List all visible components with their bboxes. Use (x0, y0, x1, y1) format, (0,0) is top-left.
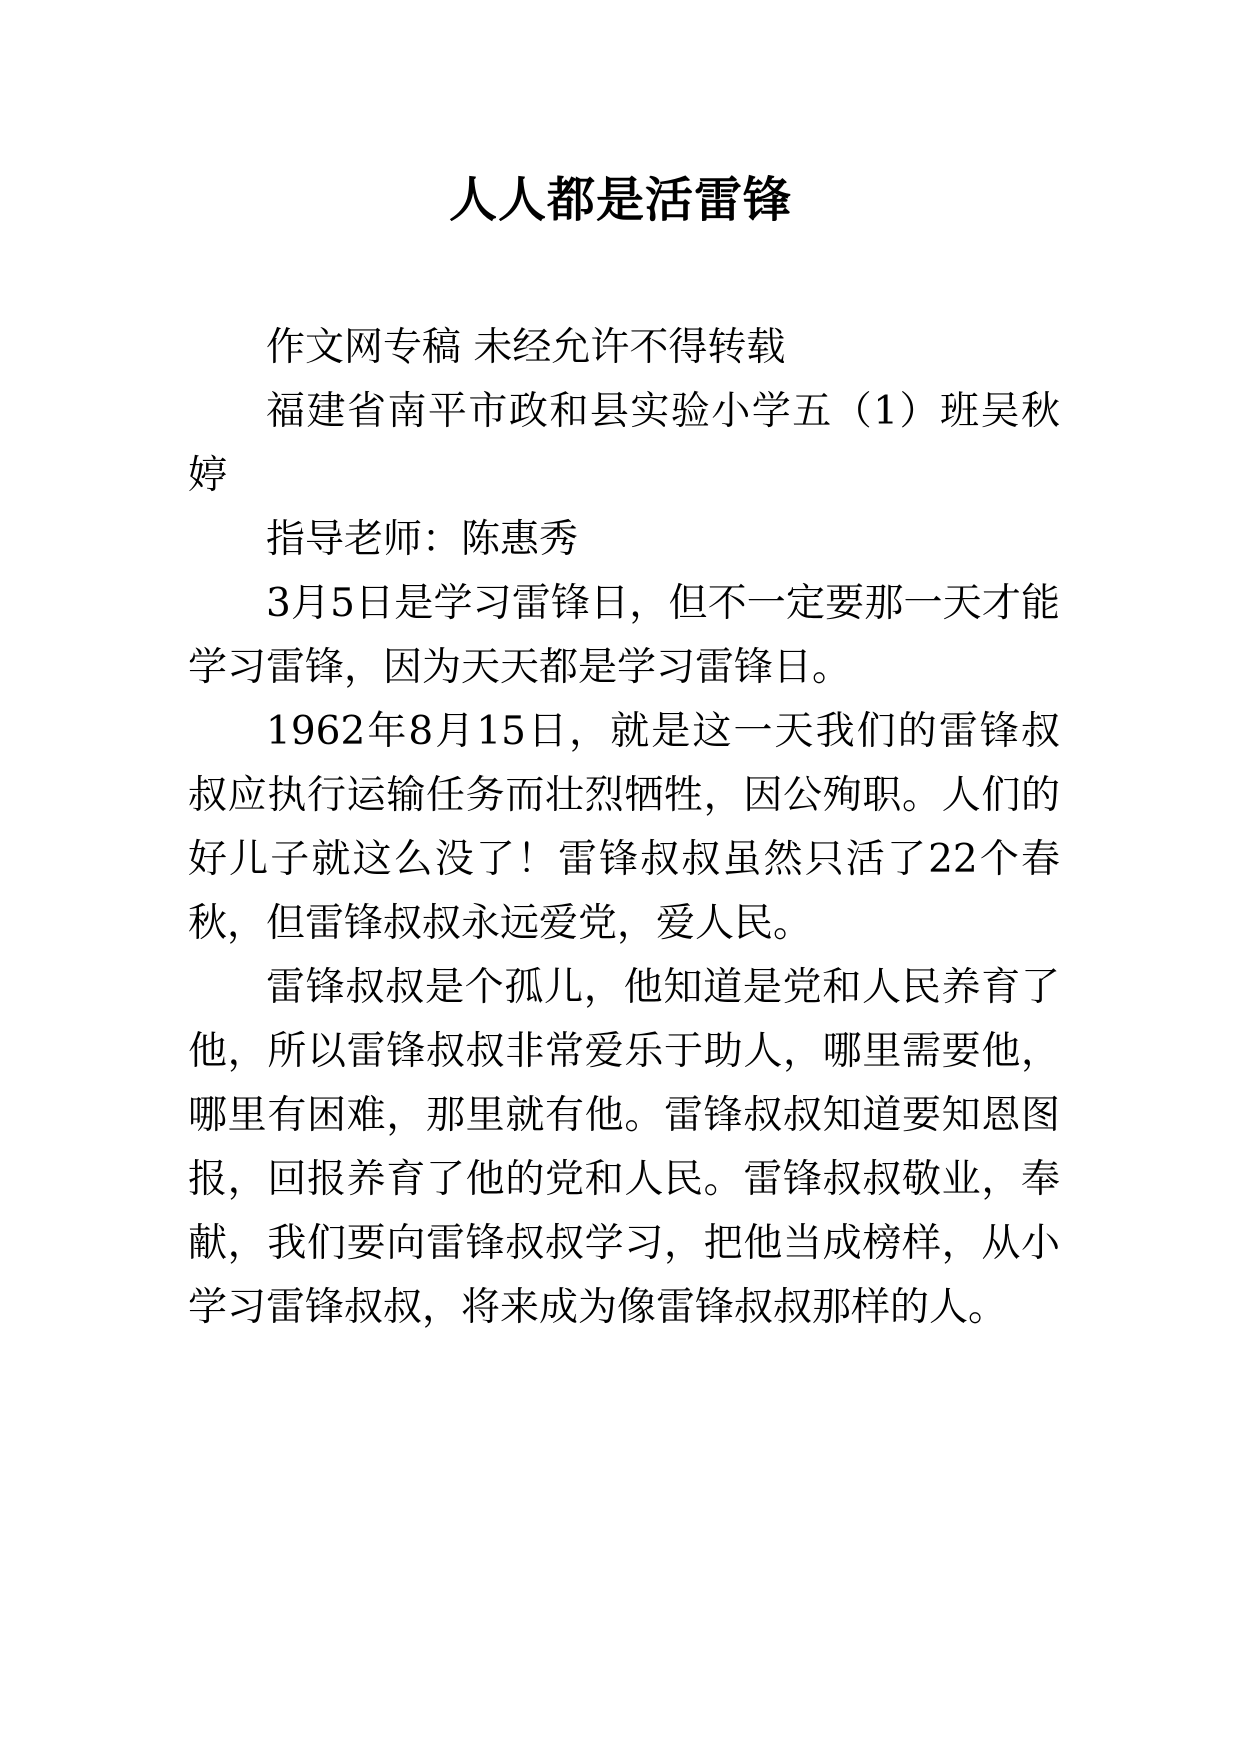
body-paragraph: 3月5日是学习雷锋日，但不一定要那一天才能学习雷锋，因为天天都是学习雷锋日。 (188, 581, 1060, 690)
byline-source: 作文网专稿 未经允许不得转载 (266, 325, 786, 370)
document-body (188, 316, 1060, 1340)
body-paragraph: 雷锋叔叔是个孤儿，他知道是党和人民养育了他，所以雷锋叔叔非常爱乐于助人，哪里需要他，哪里有困难，那里就有他。雷锋叔叔知道要知恩图报，回报养育了他的党和人民。雷锋叔叔敬业，奉献，我们要向雷锋叔叔学习，把他当成榜样，从小学习雷锋叔叔，将来成为像雷锋叔叔那样的人。 (188, 965, 1060, 1330)
document-title: 人人都是活雷锋 (448, 172, 792, 228)
byline-teacher: 指导老师：陈惠秀 (266, 517, 579, 562)
body-paragraph: 1962年8月15日，就是这一天我们的雷锋叔叔应执行运输任务而壮烈牺牲，因公殉职。人们的好儿子就这么没了！雷锋叔叔虽然只活了22个春秋，但雷锋叔叔永远爱党，爱人民。 (188, 709, 1060, 946)
byline-author: 福建省南平市政和县实验小学五（1）班吴秋婷 (188, 389, 1060, 498)
